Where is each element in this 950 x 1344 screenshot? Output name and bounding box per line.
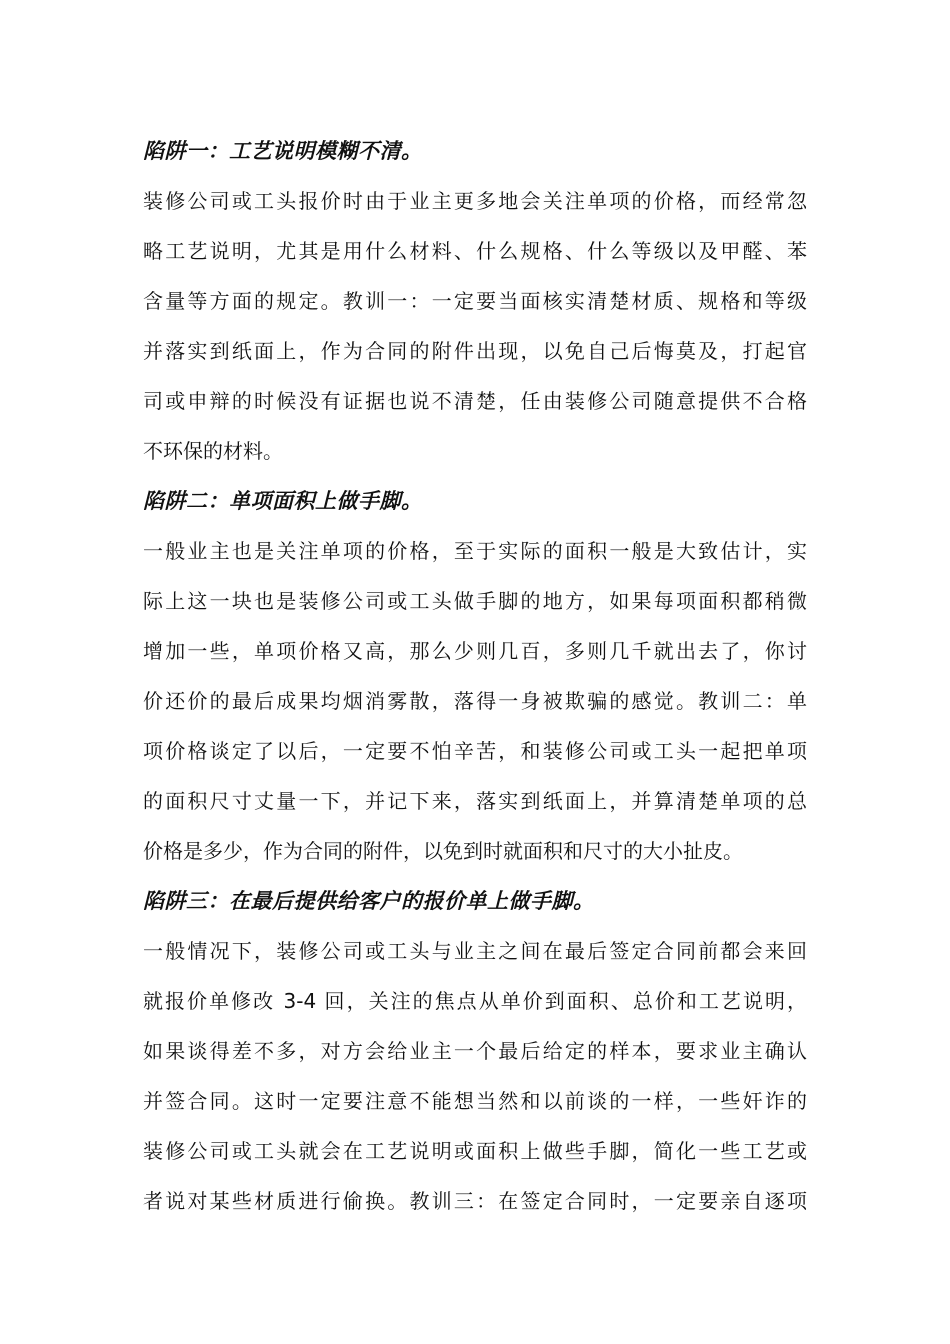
section-trap-3 — [143, 876, 807, 1226]
text-line: 者说对某些材质进行偷换。教训三：在签定合同时，一定要亲自逐项 — [143, 1189, 807, 1213]
text-line: 价还价的最后成果均烟消雾散，落得一身被欺骗的感觉。教训二：单 — [143, 689, 807, 713]
section-body — [143, 526, 807, 876]
text-line: 就报价单修改 3-4 回，关注的焦点从单价到面积、总价和工艺说明， — [143, 989, 807, 1013]
text-line: 装修公司或工头报价时由于业主更多地会关注单项的价格，而经常忽 — [143, 189, 807, 213]
text-line: 如果谈得差不多，对方会给业主一个最后给定的样本，要求业主确认 — [143, 1039, 807, 1063]
section-heading: 陷阱一：工艺说明模糊不清。 — [143, 139, 423, 163]
document-page — [143, 126, 807, 1226]
section-body — [143, 176, 807, 476]
text-line: 一般情况下，装修公司或工头与业主之间在最后签定合同前都会来回 — [143, 939, 807, 963]
text-line: 际上这一块也是装修公司或工头做手脚的地方，如果每项面积都稍微 — [143, 589, 807, 613]
section-body — [143, 926, 807, 1226]
text-line: 的面积尺寸丈量一下，并记下来，落实到纸面上，并算清楚单项的总 — [143, 789, 807, 813]
text-line: 项价格谈定了以后，一定要不怕辛苦，和装修公司或工头一起把单项 — [143, 739, 807, 763]
section-trap-2 — [143, 476, 807, 876]
section-heading: 陷阱三：在最后提供给客户的报价单上做手脚。 — [143, 889, 595, 913]
text-line: 并签合同。这时一定要注意不能想当然和以前谈的一样，一些奸诈的 — [143, 1089, 807, 1113]
text-line: 装修公司或工头就会在工艺说明或面积上做些手脚，简化一些工艺或 — [143, 1139, 807, 1163]
text-line: 价格是多少，作为合同的附件，以免到时就面积和尺寸的大小扯皮。 — [143, 839, 743, 863]
text-line: 司或申辩的时候没有证据也说不清楚，任由装修公司随意提供不合格 — [143, 389, 807, 413]
text-line: 含量等方面的规定。教训一：一定要当面核实清楚材质、规格和等级 — [143, 289, 807, 313]
text-line: 一般业主也是关注单项的价格，至于实际的面积一般是大致估计，实 — [143, 539, 807, 563]
text-line: 并落实到纸面上，作为合同的附件出现，以免自己后悔莫及，打起官 — [143, 339, 807, 363]
text-line: 不环保的材料。 — [143, 439, 283, 463]
text-line: 略工艺说明，尤其是用什么材料、什么规格、什么等级以及甲醛、苯 — [143, 239, 807, 263]
section-trap-1 — [143, 126, 807, 476]
section-heading: 陷阱二：单项面积上做手脚。 — [143, 489, 423, 513]
text-line: 增加一些，单项价格又高，那么少则几百，多则几千就出去了，你讨 — [143, 639, 807, 663]
